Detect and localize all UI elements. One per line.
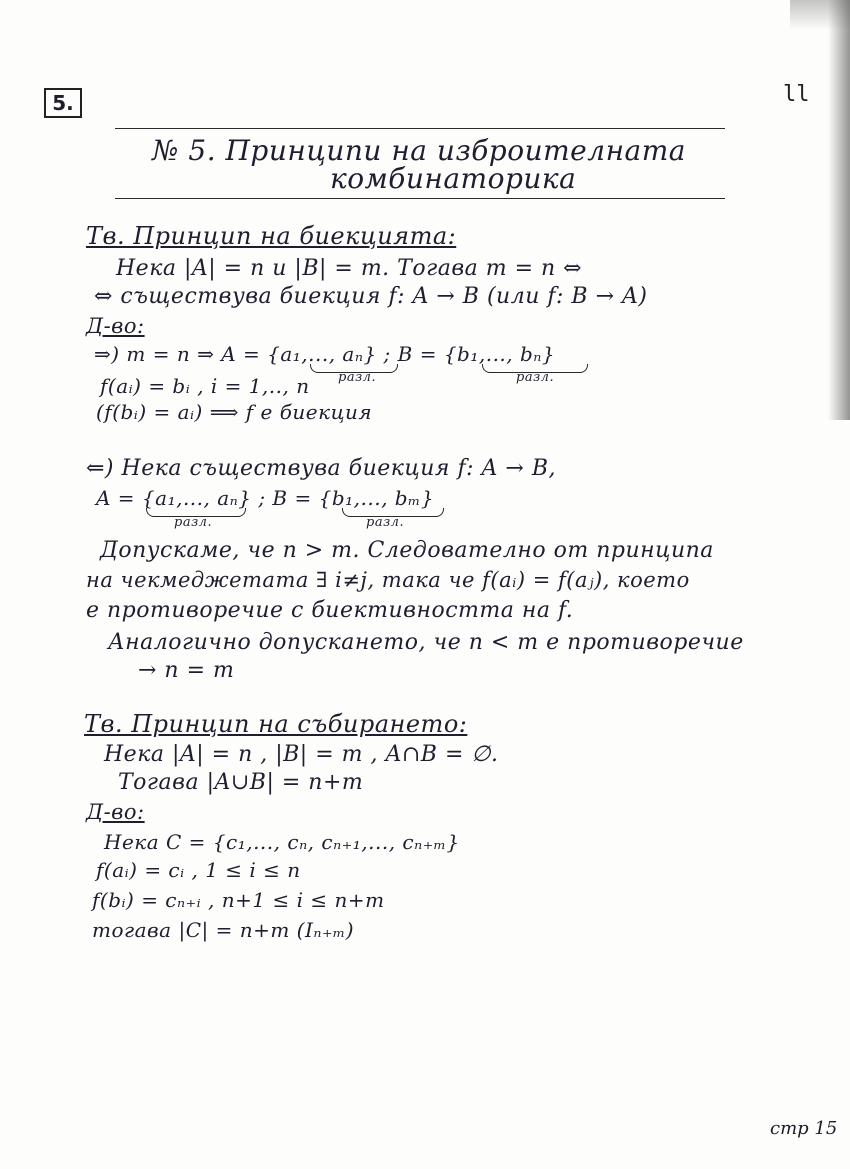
section2-proof-label: Д-во: — [86, 800, 145, 824]
section2-proof-2: f(aᵢ) = cᵢ , 1 ≤ i ≤ n — [96, 858, 301, 882]
section2-proof-1: Нека C = {c₁,..., cₙ, cₙ₊₁,..., cₙ₊ₘ} — [104, 830, 460, 854]
title-bottom-rule — [115, 198, 725, 199]
note-distinct-d: разл. — [366, 515, 405, 530]
title-line-1: № 5. Принципи на изброителната — [152, 134, 686, 167]
section1-line2: ⇔ съществува биекция f: A → B (или f: B → A) — [94, 284, 648, 309]
section2-line1: Нека |A| = n , |B| = m , A∩B = ∅. — [104, 742, 499, 767]
section1-text-1: Допускаме, че n > m. Следователно от принципа — [100, 538, 714, 563]
section1-line1: Нека |A| = n и |B| = m. Тогава m = n ⇔ — [116, 256, 583, 281]
note-distinct-b: разл. — [516, 370, 555, 385]
section1-text-4: Аналогично допускането, че n < m е противоречие — [108, 630, 744, 655]
section1-proof-forward-1: ⇒) m = n ⇒ A = {a₁,..., aₙ} ; B = {b₁,..., bₙ} — [94, 342, 556, 366]
section2-proof-4: тогава |C| = n+m (Iₙ₊ₘ) — [92, 918, 355, 942]
section1-text-2: на чекмеджетата ∃ i≠j, така че f(aᵢ) = f(aⱼ), което — [86, 568, 690, 592]
section1-text-3: е противоречие с биективността на f. — [86, 598, 574, 623]
section2-proof-3: f(bᵢ) = cₙ₊ᵢ , n+1 ≤ i ≤ n+m — [92, 888, 385, 912]
page-box-number: 5. — [44, 88, 82, 118]
title-line-2: комбинаторика — [330, 162, 577, 195]
section2-line2: Тогава |A∪B| = n+m — [118, 770, 364, 795]
section1-proof-label: Д-во: — [86, 314, 145, 338]
note-distinct-c: разл. — [174, 515, 213, 530]
section2-heading: Тв. Принцип на събирането: — [84, 710, 468, 738]
section1-proof-backward-1: ⇐) Нека съществува биекция f: A → B, — [86, 456, 556, 481]
scan-shadow — [828, 0, 850, 420]
page-number: стр 15 — [770, 1118, 838, 1139]
section1-proof-backward-2: A = {a₁,..., aₙ} ; B = {b₁,..., bₘ} — [96, 486, 435, 510]
section1-proof-forward-2: f(aᵢ) = bᵢ , i = 1,.., n — [100, 374, 310, 398]
scan-shadow-top — [790, 0, 850, 30]
title-top-rule — [115, 128, 725, 129]
section1-conclusion: → n = m — [138, 658, 235, 683]
note-distinct-a: разл. — [338, 370, 377, 385]
section1-heading: Тв. Принцип на биекцията: — [86, 222, 457, 250]
corner-mark: ll — [783, 82, 810, 107]
section1-proof-forward-3: (f(bᵢ) = aᵢ) ⟹ f е биекция — [96, 400, 373, 424]
